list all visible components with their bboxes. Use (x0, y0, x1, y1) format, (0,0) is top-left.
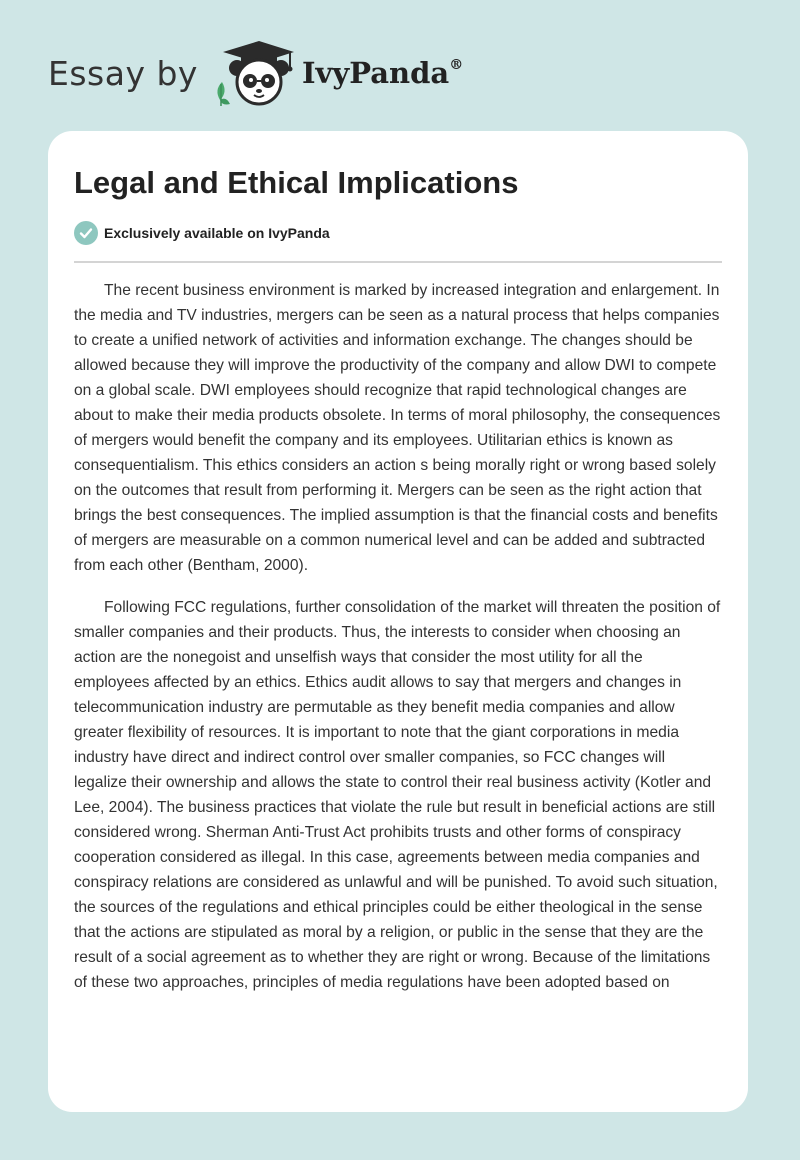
site-header (48, 38, 463, 108)
registered-mark: ® (449, 57, 464, 73)
page-title: Legal and Ethical Implications (74, 165, 519, 200)
essay-body (74, 278, 722, 1012)
title-divider (74, 261, 722, 263)
paragraph: Following FCC regulations, further consolidation of the market will threaten the position of smaller companies and their products. Thus, the interests to consider when choosing an action are the nonegoist and unselfish ways that consider the most utility for all the employees affected by an ethics. Ethics audit allows to say that mergers and changes in telecommunication industry are permutable as they benefit media companies and allow greater flexibility of resources. It is important to note that the giant corporations in media industry have direct and indirect control over smaller companies, so FCC changes will legalize their ownership and allows the state to control their real business activity (Kotler and Lee, 2004). The business practices that violate the rule but result in beneficial actions are still considered wrong. Sherman Anti-Trust Act prohibits trusts and other forms of conspiracy cooperation considered as illegal. In this case, agreements between media companies and conspiracy relations are considered as unlawful and will be punished. To avoid such situation, the sources of the regulations and ethical principles could be either theological in the sense that the actions are stipulated as moral by a religion, or public in the sense that they are the result of a social agreement as to whether they are right or wrong. Because of the limitations of these two approaches, principles of media regulations have been adopted based on (74, 599, 721, 991)
brand-name: IvyPanda® (301, 56, 464, 90)
paragraph: The recent business environment is marked by increased integration and enlargement. In the media and TV industries, mergers can be seen as a natural process that helps companies to create a unified network of activities and information exchange. The changes should be allowed because they will improve the productivity of the company and allow DWI to compete on a global scale. DWI employees should recognize that rapid technological changes are about to make their media products obsolete. In terms of moral philosophy, the consequences of mergers would benefit the company and its employees. Utilitarian ethics is known as consequentialism. This ethics considers an action s being morally right or wrong based solely on the outcomes that result from performing it. Mergers can be seen as the right action that brings the best consequences. The implied assumption is that the financial costs and benefits of mergers are measurable on a common numerical level and can be added and subtracted from each other (Bentham, 2000). (74, 282, 721, 574)
essay-card (48, 131, 748, 1112)
brand-prefix: Essay by (48, 53, 198, 93)
badge-text: Exclusively available on IvyPanda (104, 225, 330, 241)
exclusive-badge (74, 221, 330, 245)
panda-logo-icon[interactable] (210, 38, 296, 108)
check-circle-icon (74, 221, 98, 245)
